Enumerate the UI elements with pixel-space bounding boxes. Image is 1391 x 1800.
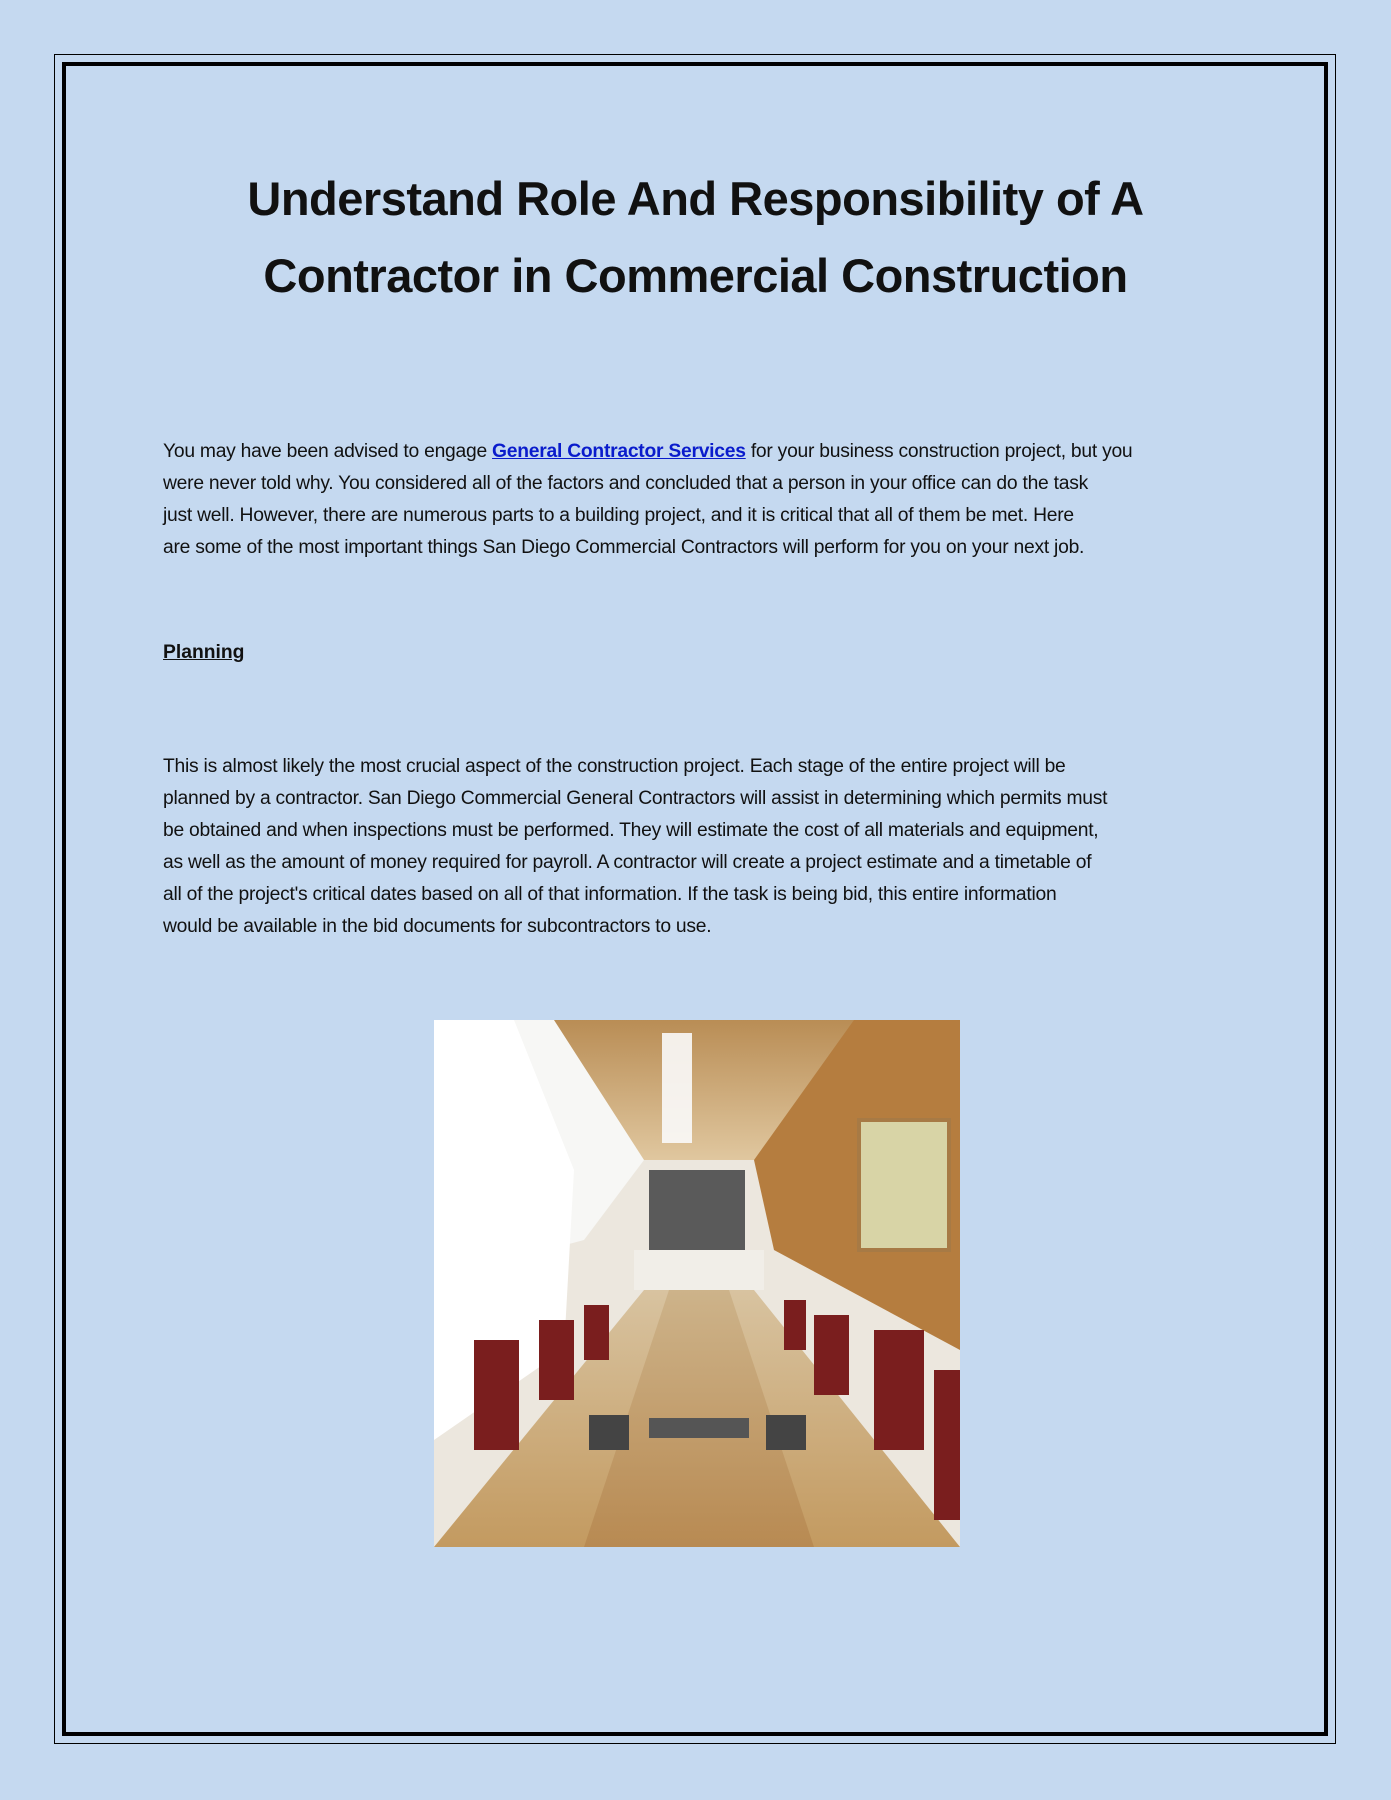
intro-paragraph [163,436,1243,564]
paragraph-line: be obtained and when inspections must be performed. They will estimate the cost of all materials and equipment, [163,820,1099,841]
paragraph-line: This is almost likely the most crucial aspect of the construction project. Each stage of the entire project will be [163,756,1066,777]
paragraph-line: just well. However, there are numerous parts to a building project, and it is critical that all of them be met. Here [163,505,1074,526]
text: for your business construction project, but you [745,441,1133,462]
general-contractor-services-link[interactable]: General Contractor Services [492,441,746,462]
paragraph-line [163,436,1243,468]
planning-paragraph [163,751,1243,943]
paragraph-line: as well as the amount of money required for payroll. A contractor will create a project estimate and a timetable of [163,852,1092,873]
page-title [120,160,1271,314]
paragraph-line: planned by a contractor. San Diego Commercial General Contractors will assist in determining which permits must [163,788,1108,809]
paragraph-line: are some of the most important things San Diego Commercial Contractors will perform for you on your next job. [163,537,1085,558]
paragraph-line: were never told why. You considered all of the factors and concluded that a person in your office can do the task [163,473,1088,494]
conference-room-image [434,1020,960,1547]
title-line: Contractor in Commercial Construction [263,249,1128,302]
paragraph-line: would be available in the bid documents for subcontractors to use. [163,916,712,937]
title-line: Understand Role And Responsibility of A [247,172,1144,225]
planning-heading: Planning [163,642,245,663]
text: You may have been advised to engage [163,441,493,462]
paragraph-line: all of the project's critical dates based on all of that information. If the task is being bid, this entire information [163,884,1057,905]
